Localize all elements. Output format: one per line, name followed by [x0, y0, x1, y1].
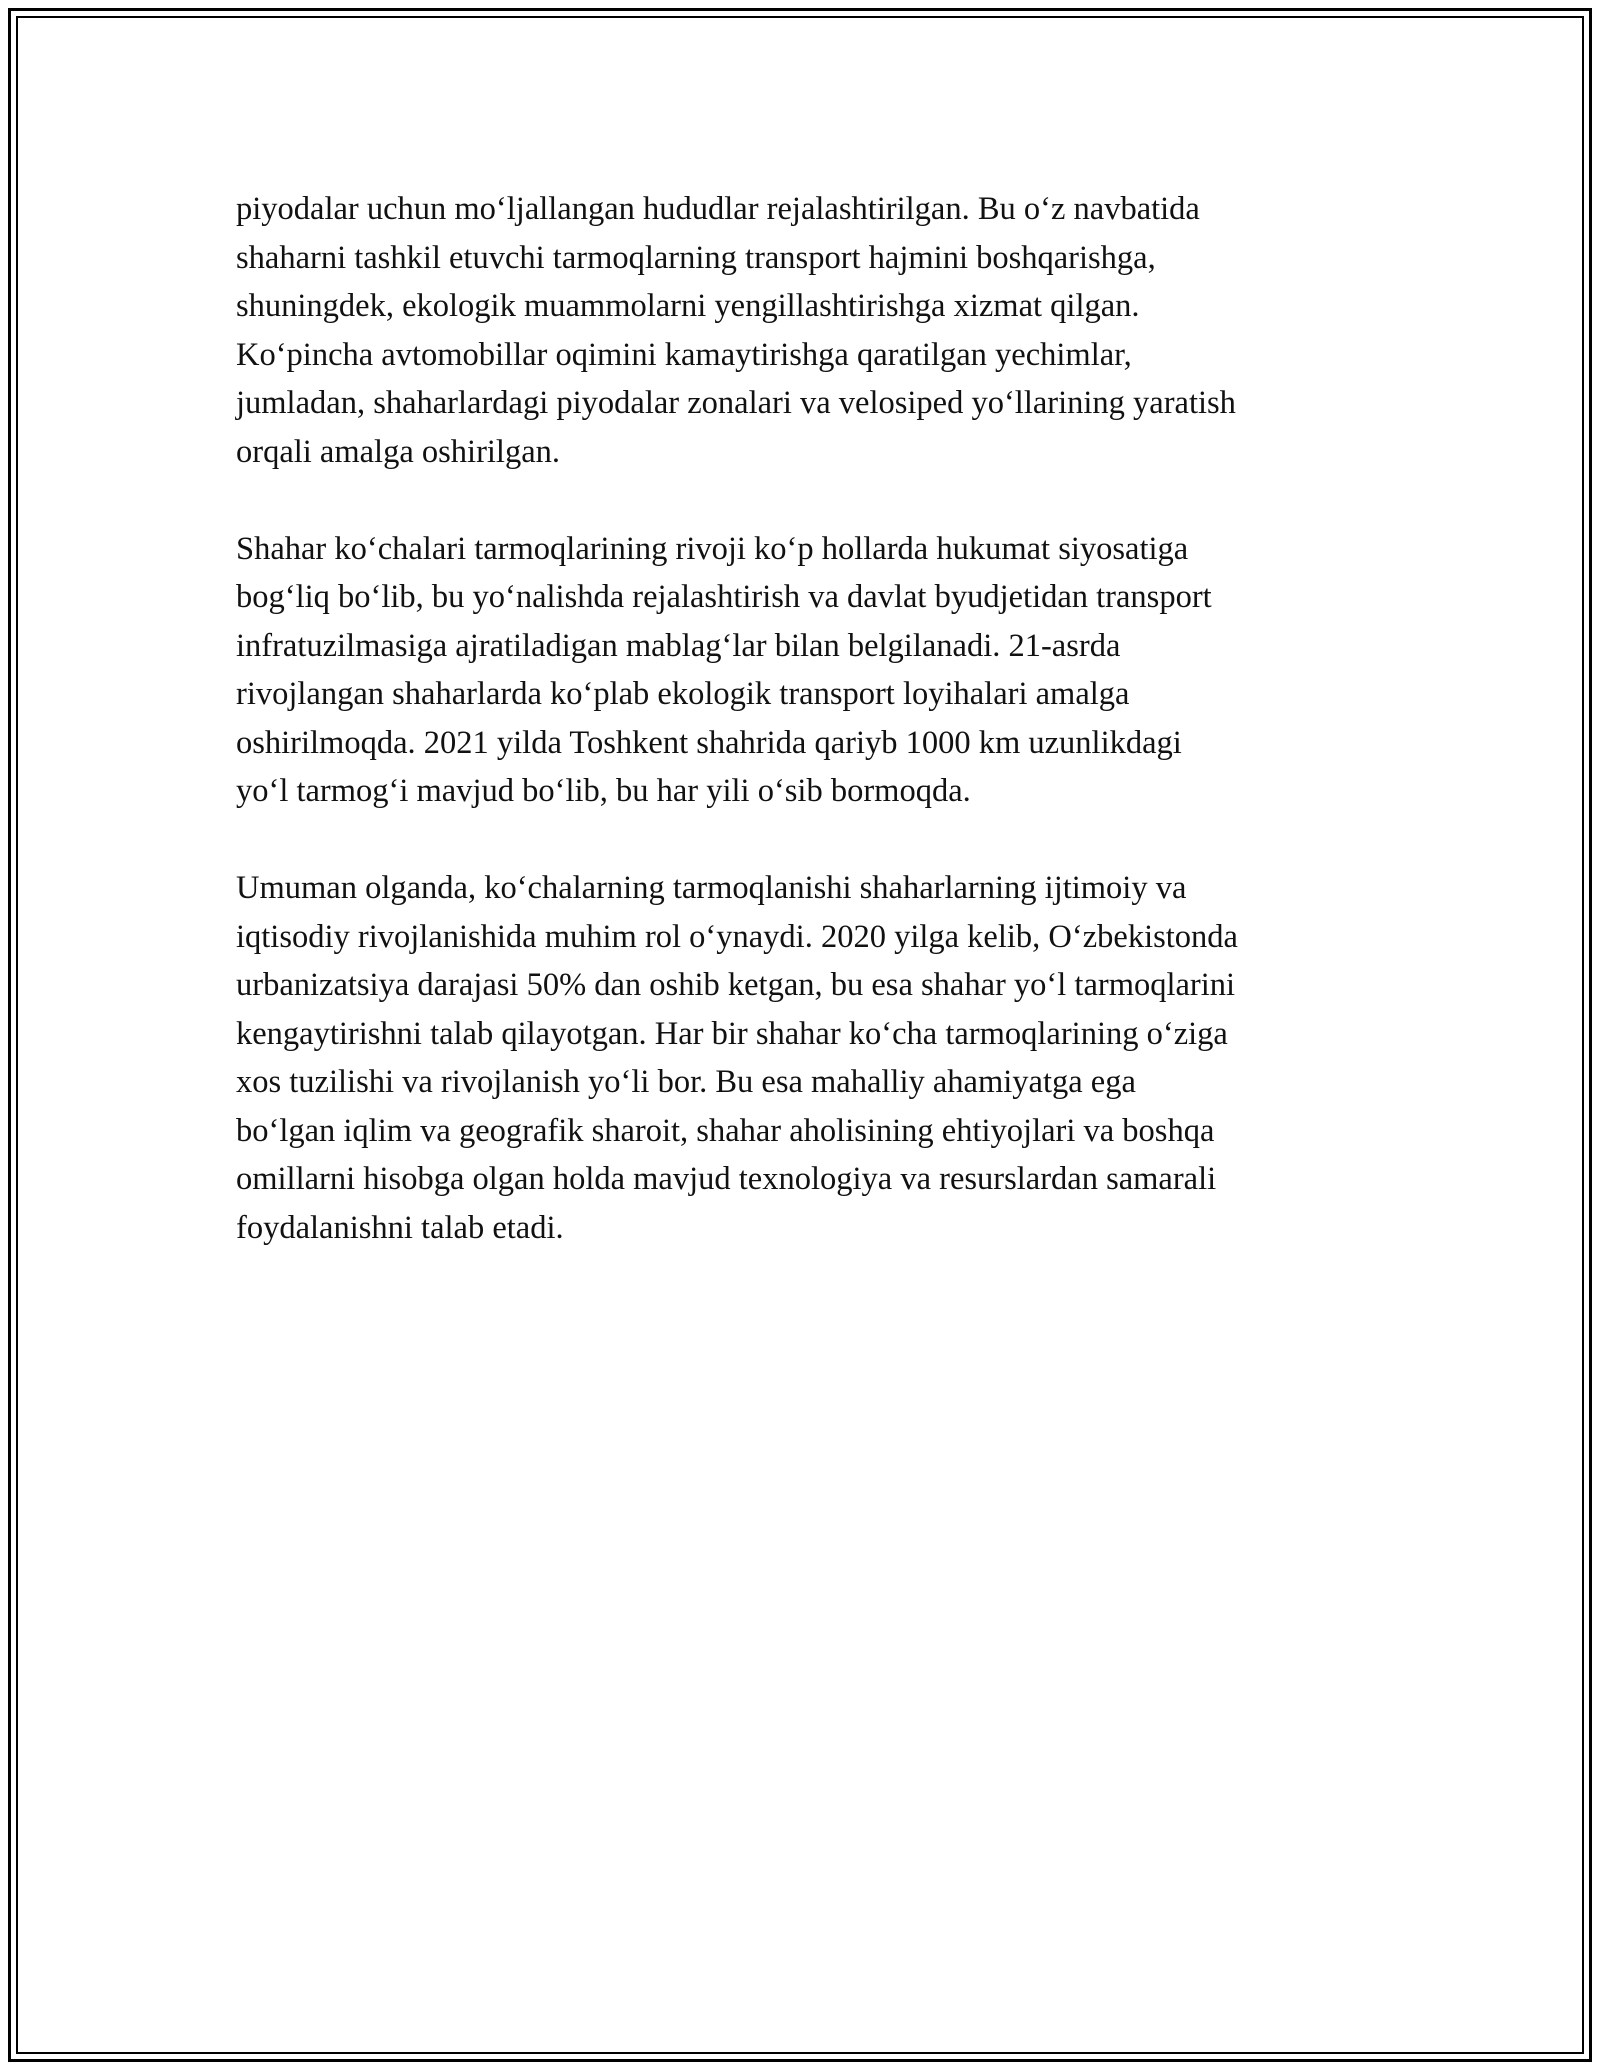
text-line: Shahar ko‘chalari tarmoqlarining rivoji ko‘p hollarda hukumat siyosatiga [236, 530, 1189, 567]
text-line: infratuzilmasiga ajratiladigan mablag‘lar bilan belgilanadi. 21-asrda [236, 627, 1121, 664]
text-line: Umuman olganda, ko‘chalarning tarmoqlanishi shaharlarning ijtimoiy va [236, 870, 1187, 906]
text-line: iqtisodiy rivojlanishida muhim rol o‘ynaydi. 2020 yilga kelib, O‘zbekistonda [236, 918, 1238, 955]
text-line: piyodalar uchun mo‘ljallangan hududlar rejalashtirilgan. Bu o‘z navbatida [236, 191, 1200, 227]
text-line: yo‘l tarmog‘i mavjud bo‘lib, bu har yili o‘sib bormoqda. [236, 773, 971, 809]
document-body [236, 185, 1396, 1301]
text-line: xos tuzilishi va rivojlanish yo‘li bor. Bu esa mahalliy ahamiyatga ega [236, 1064, 1136, 1100]
text-line: rivojlangan shaharlarda ko‘plab ekologik transport loyihalari amalga [236, 676, 1130, 712]
text-line: Ko‘pincha avtomobillar oqimini kamaytirishga qaratilgan yechimlar, [236, 336, 1132, 373]
text-line: orqali amalga oshirilgan. [236, 433, 561, 470]
text-line: urbanizatsiya darajasi 50% dan oshib ketgan, bu esa shahar yo‘l tarmoqlarini [236, 967, 1236, 1003]
text-line: foydalanishni talab etadi. [236, 1209, 564, 1246]
text-line: jumladan, shaharlardagi piyodalar zonalari va velosiped yo‘llarining yaratish [236, 385, 1236, 421]
text-line: shuningdek, ekologik muammolarni yengillashtirishga xizmat qilgan. [236, 288, 1140, 324]
paragraph-3 [236, 864, 1396, 1252]
text-line: bog‘liq bo‘lib, bu yo‘nalishda rejalashtirish va davlat byudjetidan transport [236, 579, 1212, 615]
text-line: bo‘lgan iqlim va geografik sharoit, shahar aholisining ehtiyojlari va boshqa [236, 1112, 1215, 1149]
text-line: omillarni hisobga olgan holda mavjud texnologiya va resurslardan samarali [236, 1161, 1217, 1197]
text-line: oshirilmoqda. 2021 yilda Toshkent shahrida qariyb 1000 km uzunlikdagi [236, 724, 1182, 761]
text-line: shaharni tashkil etuvchi tarmoqlarning transport hajmini boshqarishga, [236, 239, 1156, 276]
text-line: kengaytirishni talab qilayotgan. Har bir shahar ko‘cha tarmoqlarining o‘ziga [236, 1015, 1228, 1052]
paragraph-1 [236, 185, 1396, 476]
paragraph-2 [236, 525, 1396, 816]
